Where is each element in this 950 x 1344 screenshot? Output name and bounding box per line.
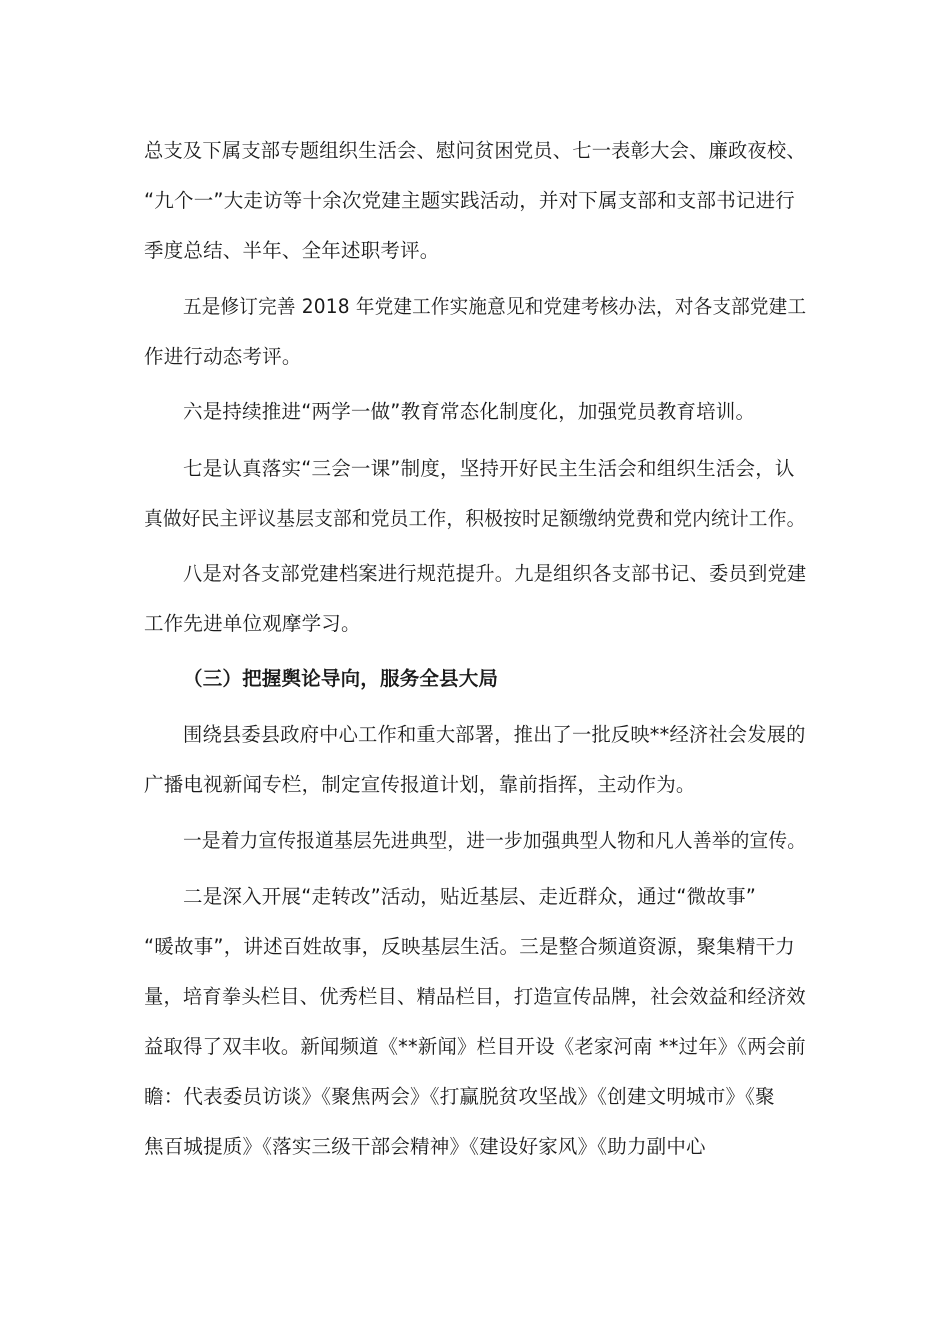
paragraph-first-line: 七是认真落实“三会一课”制度，坚持开好民主生活会和组织生活会，认 <box>183 457 795 480</box>
paragraph-first-line: 六是持续推进“两学一做”教育常态化制度化，加强党员教育培训。 <box>183 400 756 423</box>
body-text-line: 量，培育拳头栏目、优秀栏目、精品栏目，打造宣传品牌，社会效益和经济效 <box>144 985 806 1008</box>
body-text-line: 作进行动态考评。 <box>144 345 302 368</box>
paragraph-first-line: 五是修订完善 2018 年党建工作实施意见和党建考核办法，对各支部党建工 <box>183 295 807 318</box>
paragraph-first-line: 二是深入开展“走转改”活动，贴近基层、走近群众，通过“微故事” <box>183 885 757 908</box>
paragraph-first-line: 一是着力宣传报道基层先进典型，进一步加强典型人物和凡人善举的宣传。 <box>183 829 807 852</box>
body-text-line: “暖故事”，讲述百姓故事，反映基层生活。三是整合频道资源，聚集精干力 <box>144 935 796 958</box>
body-text-line: 总支及下属支部专题组织生活会、慰问贫困党员、七一表彰大会、廉政夜校、 <box>144 139 806 162</box>
body-text-line: 益取得了双丰收。新闻频道《**新闻》栏目开设《老家河南 **过年》《两会前 <box>144 1035 806 1058</box>
body-text-line: 工作先进单位观摩学习。 <box>144 612 361 635</box>
body-text-line: 真做好民主评议基层支部和党员工作，积极按时足额缴纳党费和党内统计工作。 <box>144 507 806 530</box>
paragraph-first-line: 八是对各支部党建档案进行规范提升。九是组织各支部书记、委员到党建 <box>183 562 807 585</box>
paragraph-first-line: 围绕县委县政府中心工作和重大部署，推出了一批反映**经济社会发展的 <box>183 723 806 746</box>
body-text-line: 瞻：代表委员访谈》《聚焦两会》《打赢脱贫攻坚战》《创建文明城市》《聚 <box>144 1085 775 1108</box>
body-text-line: 季度总结、半年、全年述职考评。 <box>144 239 440 262</box>
body-text-line: 焦百城提质》《落实三级干部会精神》《建设好家风》《助力副中心 <box>144 1135 706 1158</box>
section-heading: （三）把握舆论导向，服务全县大局 <box>183 667 499 690</box>
body-text-line: “九个一”大走访等十余次党建主题实践活动，并对下属支部和支部书记进行 <box>144 189 796 212</box>
body-text-line: 广播电视新闻专栏，制定宣传报道计划，靠前指挥，主动作为。 <box>144 773 696 796</box>
